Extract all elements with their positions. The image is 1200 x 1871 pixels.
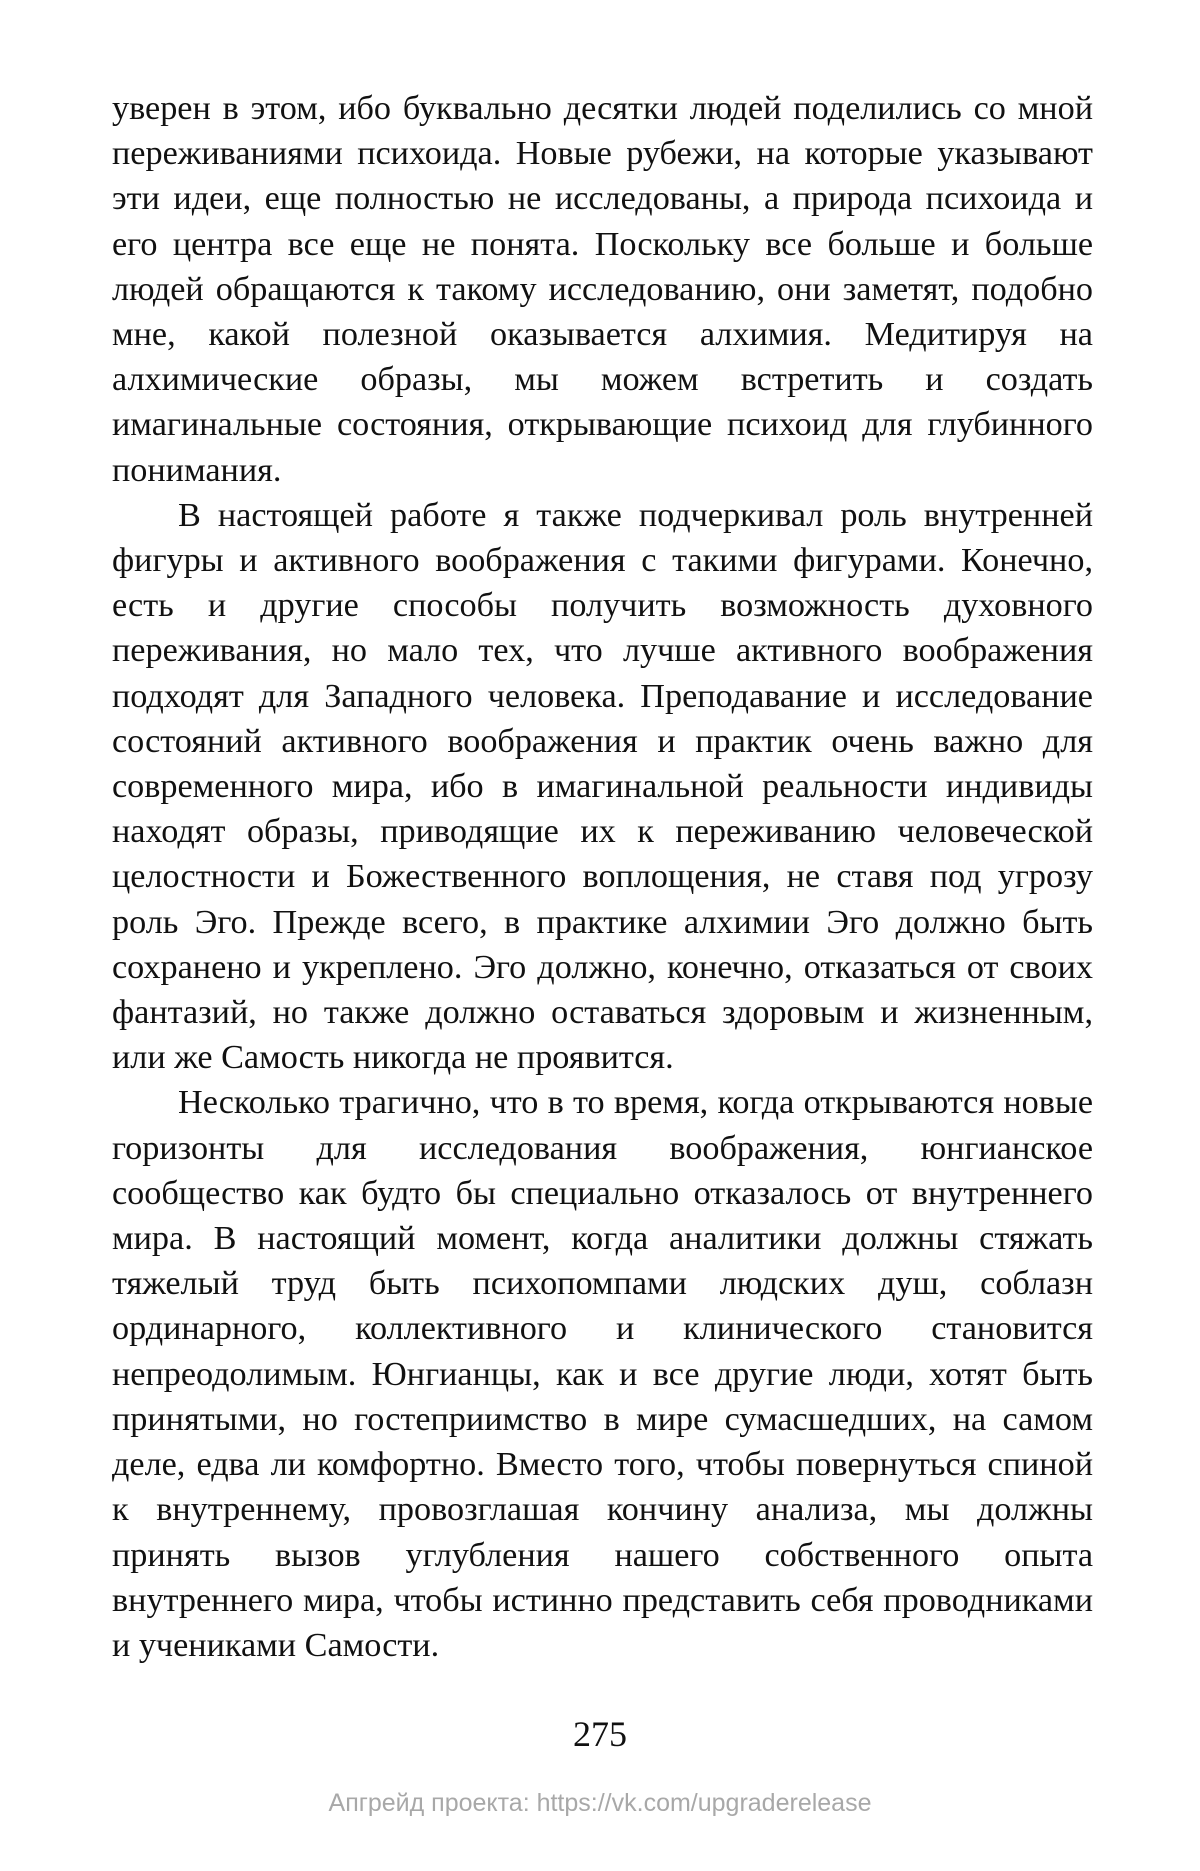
- paragraph-1: уверен в этом, ибо буквально десятки людей поделились со мной переживаниями психоида. Новые рубежи, на которые указывают эти идеи, еще полностью не исследованы, а природа психоида и его центра все еще не понята. Поскольку все больше и больше людей обращаются к такому исследованию, они заметят, подобно мне, какой полезной оказывается алхимия. Медитируя на алхимические образы, мы можем встретить и создать имагинальные состояния, открывающие психоид для глубинного понимания.: [112, 90, 1093, 489]
- paragraph-2: В настоящей работе я также подчеркивал роль внутренней фигуры и активного воображения с такими фигурами. Конечно, есть и другие способы получить возможность духовного переживания, но мало тех, что лучше активного воображения подходят для Западного человека. Преподавание и исследование состояний активного воображения и практик очень важно для современного мира, ибо в имагинальной реальности индивиды находят образы, приводящие их к переживанию человеческой целостности и Божественного воплощения, не ставя под угрозу роль Эго. Прежде всего, в практике алхимии Эго должно быть сохранено и укреплено. Эго должно, конечно, отказаться от своих фантазий, но также должно оставаться здоровым и жизненным, или же Самость никогда не проявится.: [112, 496, 1093, 1077]
- paragraph-3: Несколько трагично, что в то время, когда открываются новые горизонты для исследования воображения, юнгианское сообщество как будто бы специально отказалось от внутреннего мира. В настоящий момент, когда аналитики должны стяжать тяжелый труд быть психопомпами людских душ, соблазн ординарного, коллективного и клинического становится непреодолимым. Юнгианцы, как и все другие люди, хотят быть принятыми, но гостеприимство в мире сумасшедших, на самом деле, едва ли комфортно. Вместо того, чтобы повернуться спиной к внутреннему, провозглашая кончину анализа, мы должны принять вызов углубления нашего собственного опыта внутреннего мира, чтобы истинно представить себя проводниками и учениками Самости.: [112, 1084, 1093, 1664]
- watermark-text: Апгрейд проекта: https://vk.com/upgraderelease: [328, 1789, 872, 1817]
- body-text: [112, 86, 1093, 1668]
- page-number: 275: [573, 1714, 627, 1754]
